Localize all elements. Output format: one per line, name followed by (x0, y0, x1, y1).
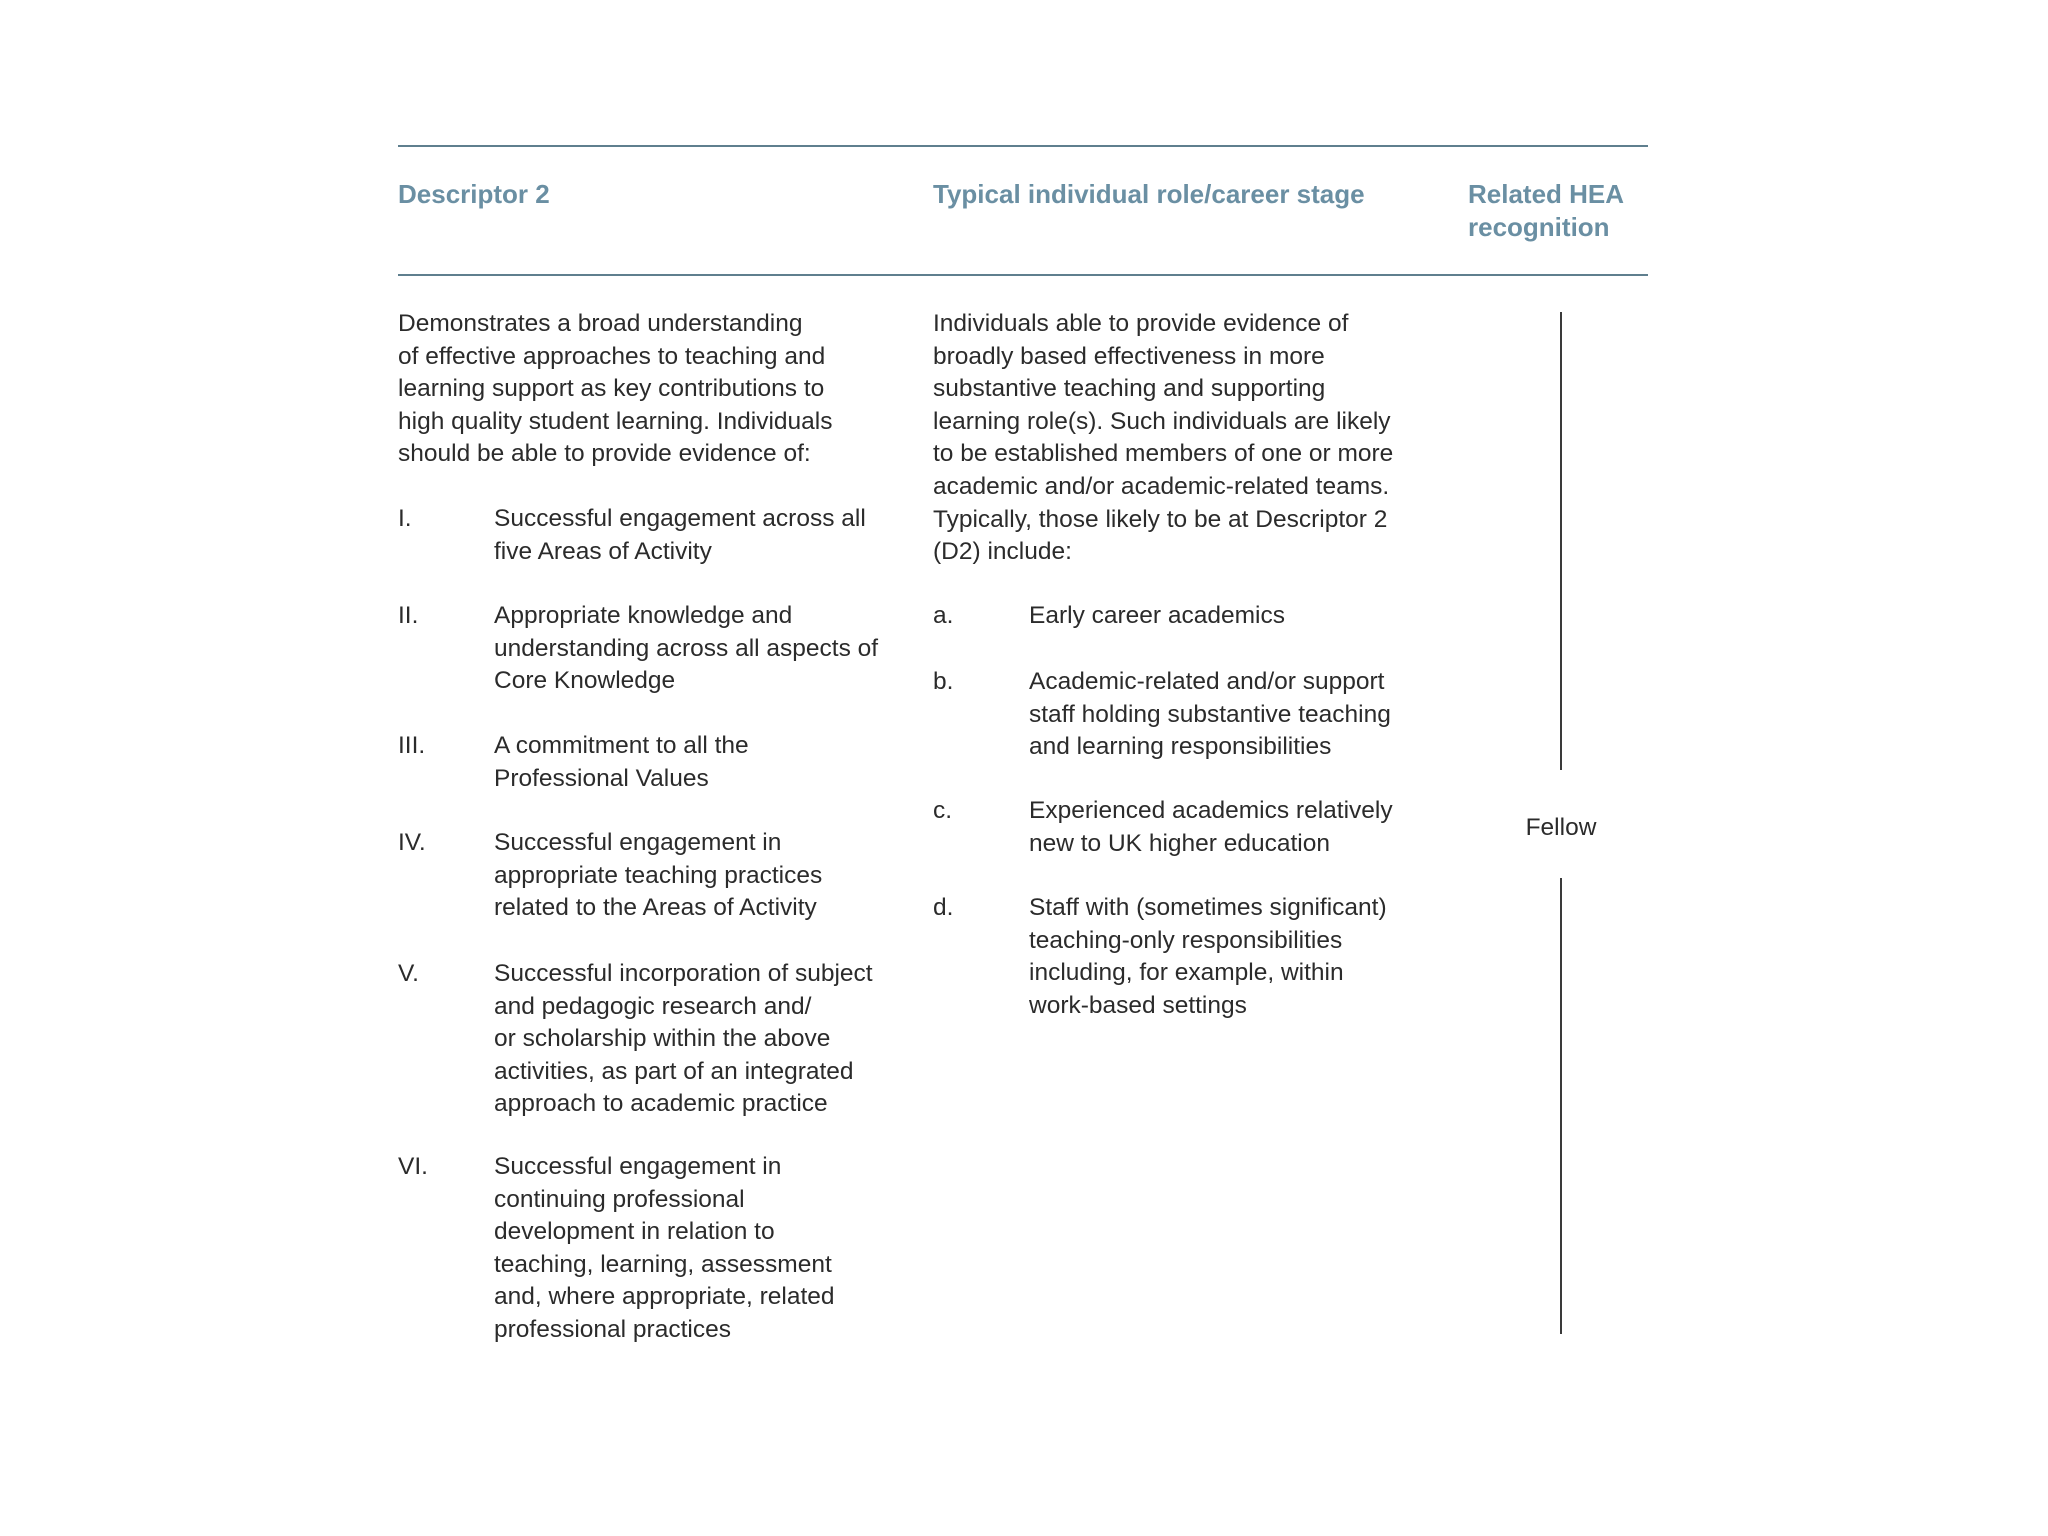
item-line: and learning responsibilities (1029, 733, 1332, 761)
item-text (494, 730, 904, 795)
item-line: activities, as part of an integrated (494, 1057, 854, 1085)
item-line: new to UK higher education (1029, 829, 1330, 857)
descriptor-intro-line: learning support as key contributions to (398, 375, 825, 403)
item-letter: d. (933, 894, 954, 921)
item-text (1029, 600, 1429, 633)
item-number: VI. (398, 1153, 428, 1180)
descriptor-intro-line: Demonstrates a broad understanding (398, 310, 803, 337)
role-intro-line: Typically, those likely to be at Descriptor 2 (933, 505, 1388, 533)
item-line: Core Knowledge (494, 667, 676, 695)
item-line: understanding across all aspects of (494, 634, 879, 662)
item-line: teaching, learning, assessment (494, 1250, 832, 1278)
role-intro-line: broadly based effectiveness in more (933, 342, 1325, 370)
item-line: Academic-related and/or support (1029, 668, 1385, 695)
descriptor-intro-line: should be able to provide evidence of: (398, 440, 811, 468)
item-line: and, where appropriate, related (494, 1283, 835, 1311)
item-line: appropriate teaching practices (494, 861, 823, 889)
role-intro-line: (D2) include: (933, 538, 1072, 566)
role-intro-line: Individuals able to provide evidence of (933, 310, 1349, 337)
item-text (494, 600, 904, 698)
header-hea-recognition-line1: Related HEA (1468, 179, 1625, 209)
item-text (1029, 666, 1429, 764)
item-line: development in relation to (494, 1218, 775, 1246)
header-role-career-stage: Typical individual role/career stage (933, 179, 1365, 209)
item-number: IV. (398, 829, 426, 856)
item-number: II. (398, 602, 419, 629)
item-text (494, 958, 904, 1121)
item-line: Experienced academics relatively (1029, 797, 1393, 824)
header-hea-recognition (1468, 178, 1643, 244)
recognition-bracket-line-lower (1560, 878, 1562, 1334)
role-intro-line: substantive teaching and supporting (933, 375, 1326, 403)
header-rule (398, 274, 1648, 276)
item-line: related to the Areas of Activity (494, 894, 817, 922)
item-line: five Areas of Activity (494, 537, 712, 565)
item-line: Successful incorporation of subject (494, 960, 873, 987)
recognition-fellow: Fellow (1525, 814, 1597, 841)
item-letter: c. (933, 797, 953, 824)
role-intro-line: academic and/or academic-related teams. (933, 472, 1390, 500)
descriptor-column (398, 308, 898, 1343)
top-rule (398, 145, 1648, 147)
descriptor-intro-line: of effective approaches to teaching and (398, 342, 826, 370)
item-line: Successful engagement in (494, 829, 782, 856)
item-line: Appropriate knowledge and (494, 602, 793, 629)
item-line: Successful engagement in (494, 1153, 782, 1180)
role-intro-line: learning role(s). Such individuals are likely (933, 407, 1391, 435)
item-letter: b. (933, 668, 954, 695)
recognition-bracket-line-upper (1560, 312, 1562, 770)
item-letter: a. (933, 602, 954, 629)
descriptor-intro-line: high quality student learning. Individuals (398, 407, 833, 435)
item-line: A commitment to all the (494, 732, 749, 759)
item-number: I. (398, 505, 412, 532)
role-column (933, 308, 1443, 1019)
item-line: teaching-only responsibilities (1029, 926, 1343, 954)
role-intro-line: to be established members of one or more (933, 440, 1394, 468)
item-line: or scholarship within the above (494, 1025, 831, 1053)
item-line: and pedagogic research and/ (494, 992, 812, 1020)
item-number: V. (398, 960, 419, 987)
item-line: Staff with (sometimes significant) (1029, 894, 1387, 921)
item-text (1029, 795, 1429, 860)
item-line: staff holding substantive teaching (1029, 700, 1391, 728)
role-intro (933, 308, 1443, 569)
item-line: Professional Values (494, 764, 709, 792)
item-line: professional practices (494, 1315, 731, 1343)
item-number: III. (398, 732, 426, 759)
item-line: work-based settings (1029, 991, 1247, 1019)
item-text (494, 1151, 904, 1347)
item-text (1029, 892, 1429, 1022)
descriptor-intro (398, 308, 898, 471)
item-line: continuing professional (494, 1185, 745, 1213)
item-line: Early career academics (1029, 602, 1285, 629)
header-descriptor: Descriptor 2 (398, 179, 550, 209)
item-text (494, 503, 904, 568)
item-line: including, for example, within (1029, 959, 1344, 987)
item-text (494, 827, 904, 925)
item-line: Successful engagement across all (494, 505, 866, 532)
item-line: approach to academic practice (494, 1090, 828, 1118)
header-hea-recognition-line2: recognition (1468, 212, 1610, 242)
